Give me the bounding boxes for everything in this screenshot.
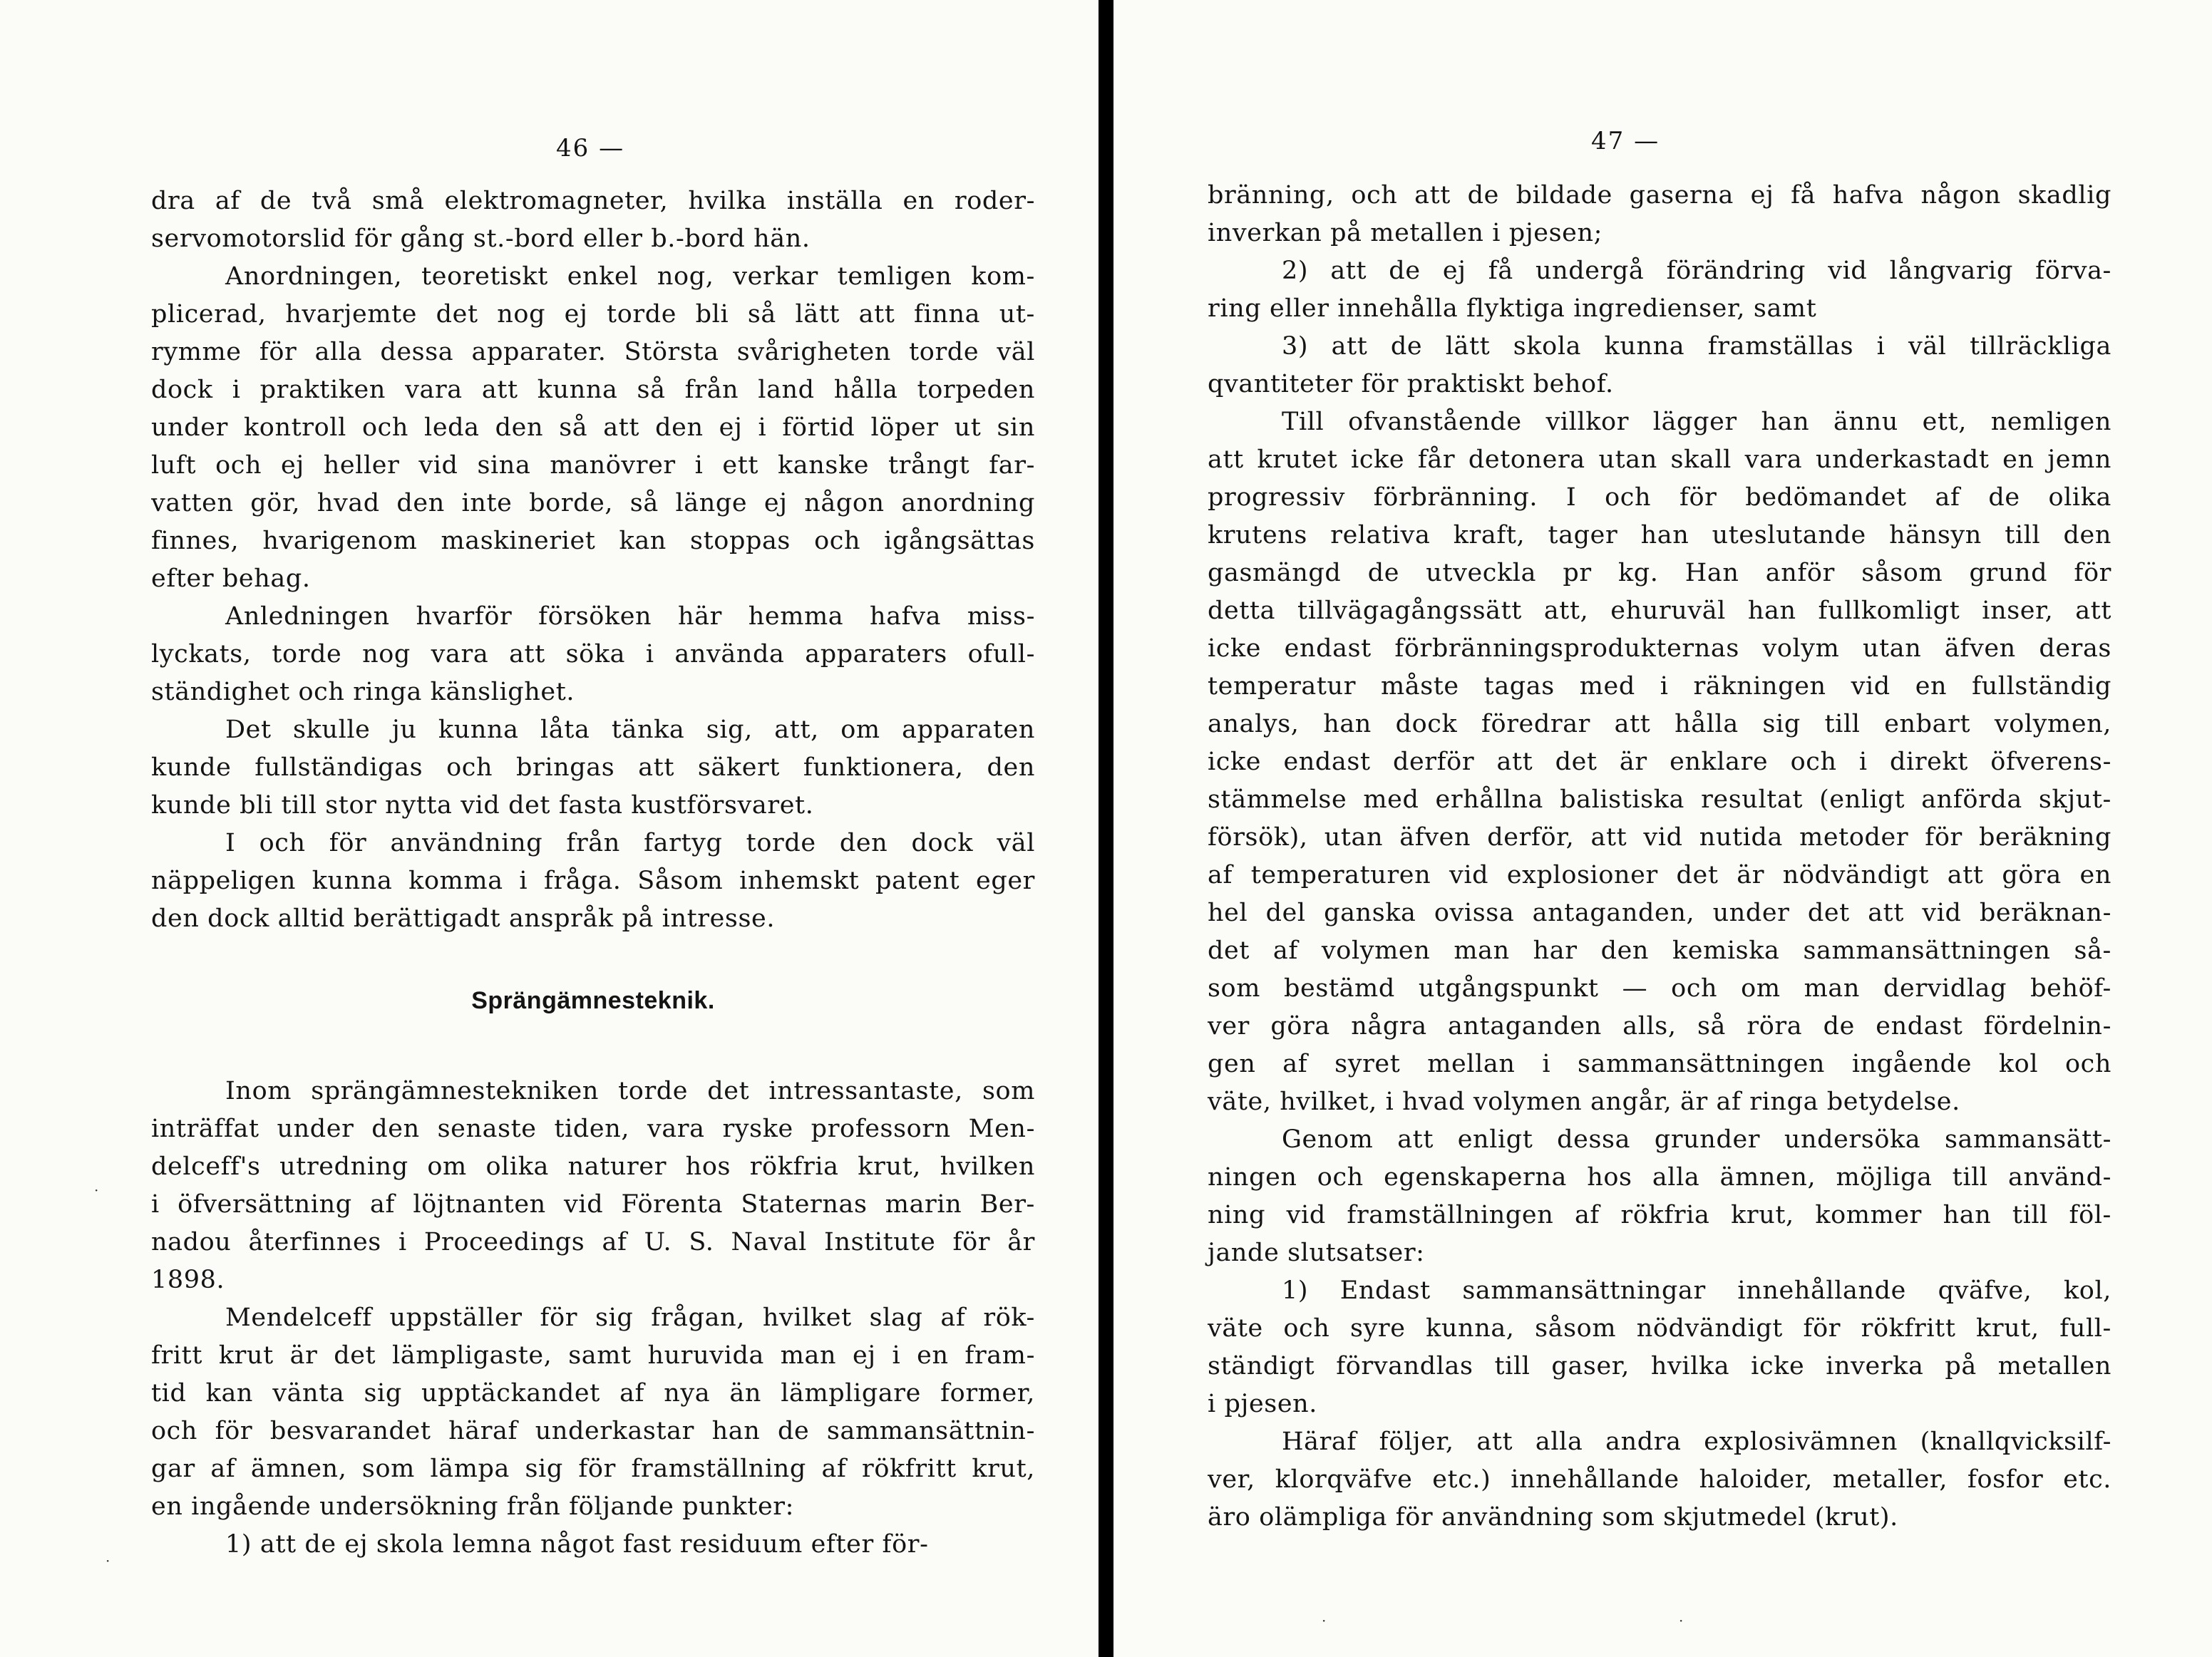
text-column xyxy=(151,182,1035,1564)
text-line: finnes, hvarigenom maskineriet kan stoppas och igångsättas xyxy=(151,527,1035,555)
text-line: under kontroll och leda den så att den ej i förtid löper ut sin xyxy=(151,413,1035,442)
text-line: dock i praktiken vara att kunna så från land hålla torpeden xyxy=(151,376,1035,404)
text-line: kunde fullständigas och bringas att säkert funktionera, den xyxy=(151,753,1035,782)
text-line: inverkan på metallen i pjesen; xyxy=(1208,219,1603,247)
text-line: I och för användning från fartyg torde den dock väl xyxy=(225,829,1035,857)
text-column xyxy=(1208,177,2111,1537)
text-line: plicerad, hvarjemte det nog ej torde bli så lätt att finna ut- xyxy=(151,300,1035,329)
left-page xyxy=(0,0,1099,1657)
text-line: dra af de två små elektromagneter, hvilka inställa en roder- xyxy=(151,187,1035,215)
text-line: delceff's utredning om olika naturer hos rökfria krut, hvilken xyxy=(151,1152,1035,1181)
text-line: 1) Endast sammansättningar innehållande qväfve, kol, xyxy=(1282,1276,2111,1305)
text-line: 2) att de ej få undergå förändring vid långvarig förva- xyxy=(1282,257,2111,285)
text-line: bränning, och att de bildade gaserna ej få hafva någon skadlig xyxy=(1208,181,2111,210)
text-line: lyckats, torde nog vara att söka i använda apparaters ofull- xyxy=(151,640,1035,669)
text-line: Inom sprängämnestekniken torde det intressantaste, som xyxy=(225,1077,1035,1105)
text-line: en ingående undersökning från följande punkter: xyxy=(151,1492,795,1521)
text-line: ständighet och ringa känslighet. xyxy=(151,678,575,706)
text-line: ver göra några antaganden alls, så röra de endast fördelnin- xyxy=(1208,1012,2111,1041)
text-line: den dock alltid berättigadt anspråk på intresse. xyxy=(151,904,776,933)
text-line: ständigt förvandlas till gaser, hvilka icke inverka på metallen xyxy=(1208,1352,2111,1380)
text-line: väte, hvilket, i hvad volymen angår, är af ringa betydelse. xyxy=(1208,1088,1960,1116)
text-line: som bestämd utgångspunkt — och om man dervidlag behöf- xyxy=(1208,974,2111,1003)
text-line: Mendelceff uppställer för sig frågan, hvilket slag af rök- xyxy=(225,1304,1035,1332)
right-page xyxy=(1113,0,2212,1657)
text-line: icke endast förbränningsprodukternas volym utan äfven deras xyxy=(1208,634,2111,663)
text-line: 1) att de ej skola lemna något fast residuum efter för- xyxy=(225,1530,929,1559)
text-line: väte och syre kunna, såsom nödvändigt för rökfritt krut, full- xyxy=(1208,1314,2111,1343)
text-line: gen af syret mellan i sammansättningen ingående kol och xyxy=(1208,1050,2111,1078)
text-line: hel del ganska ovissa antaganden, under det att vid beräknan- xyxy=(1208,899,2111,927)
page-number: 46 — xyxy=(556,134,625,162)
text-line: rymme för alla dessa apparater. Största svårigheten torde väl xyxy=(151,338,1035,366)
text-line: servomotorslid för gång st.-bord eller b.-bord hän. xyxy=(151,224,811,253)
text-line: 3) att de lätt skola kunna framställas i väl tillräckliga xyxy=(1282,332,2111,361)
text-line: det af volymen man har den kemiska sammansättningen så- xyxy=(1208,936,2111,965)
text-line: och för besvarandet häraf underkastar han de sammansättnin- xyxy=(151,1417,1035,1445)
page-number: 47 — xyxy=(1591,127,1660,155)
text-line: ring eller innehålla flyktiga ingredienser, samt xyxy=(1208,294,1817,323)
text-line: qvantiteter för praktiskt behof. xyxy=(1208,370,1614,398)
text-line: luft och ej heller vid sina manövrer i ett kanske trångt far- xyxy=(151,451,1035,480)
text-line: gar af ämnen, som lämpa sig för framställning af rökfritt krut, xyxy=(151,1455,1035,1483)
text-line: ver, klorqväfve etc.) innehållande haloider, metaller, fosfor etc. xyxy=(1208,1465,2111,1494)
text-line: 1898. xyxy=(151,1266,225,1294)
ink-speck: · xyxy=(1322,1612,1327,1629)
text-line: efter behag. xyxy=(151,564,311,593)
text-line: temperatur måste tagas med i räkningen vid en fullständig xyxy=(1208,672,2111,701)
text-line: Det skulle ju kunna låta tänka sig, att, om apparaten xyxy=(225,716,1035,744)
text-line: nadou återfinnes i Proceedings af U. S. Naval Institute för år xyxy=(151,1228,1035,1256)
text-line: Anordningen, teoretiskt enkel nog, verkar temligen kom- xyxy=(225,262,1035,291)
book-gutter xyxy=(1099,0,1113,1657)
text-line: kunde bli till stor nytta vid det fasta kustförsvaret. xyxy=(151,791,814,820)
text-line: äro olämpliga för användning som skjutmedel (krut). xyxy=(1208,1503,1898,1532)
ink-speck: · xyxy=(94,1182,99,1199)
text-line: gasmängd de utveckla pr kg. Han anför såsom grund för xyxy=(1208,559,2111,587)
text-line: tid kan vänta sig upptäckandet af nya än lämpligare former, xyxy=(151,1379,1035,1408)
text-line: Häraf följer, att alla andra explosivämnen (knallqvicksilf- xyxy=(1282,1428,2111,1456)
text-line: icke endast derför att det är enklare och i direkt öfverens- xyxy=(1208,748,2111,776)
text-line: näppeligen kunna komma i fråga. Såsom inhemskt patent eger xyxy=(151,867,1035,895)
text-line: jande slutsatser: xyxy=(1208,1239,1425,1267)
text-line: ningen och egenskaperna hos alla ämnen, möjliga till använd- xyxy=(1208,1163,2111,1192)
text-line: af temperaturen vid explosioner det är nödvändigt att göra en xyxy=(1208,861,2111,889)
text-line: vatten gör, hvad den inte borde, så länge ej någon anordning xyxy=(151,489,1035,517)
section-heading: Sprängämnesteknik. xyxy=(471,987,715,1014)
text-line: ning vid framställningen af rökfria krut, kommer han till föl- xyxy=(1208,1201,2111,1229)
text-line: stämmelse med erhållna balistiska resultat (enligt anförda skjut- xyxy=(1208,785,2111,814)
text-line: progressiv förbränning. I och för bedömandet af de olika xyxy=(1208,483,2111,512)
text-line: detta tillvägagångssätt att, ehuruväl han fullkomligt inser, att xyxy=(1208,597,2111,625)
text-line: fritt krut är det lämpligaste, samt huruvida man ej i en fram- xyxy=(151,1341,1035,1370)
text-line: Anledningen hvarför försöken här hemma hafva miss- xyxy=(225,602,1035,631)
text-line: analys, han dock föredrar att hålla sig till enbart volymen, xyxy=(1208,710,2111,738)
ink-speck: · xyxy=(1679,1612,1684,1629)
text-line: inträffat under den senaste tiden, vara ryske professorn Men- xyxy=(151,1115,1035,1143)
text-line: försök), utan äfven derför, att vid nutida metoder för beräkning xyxy=(1208,823,2111,852)
ink-speck: · xyxy=(106,1552,110,1569)
text-line: Genom att enligt dessa grunder undersöka sammansätt- xyxy=(1282,1125,2111,1154)
text-line: i öfversättning af löjtnanten vid Förenta Staternas marin Ber- xyxy=(151,1190,1035,1219)
text-line: i pjesen. xyxy=(1208,1390,1318,1418)
text-line: att krutet icke får detonera utan skall vara underkastadt en jemn xyxy=(1208,445,2111,474)
text-line: krutens relativa kraft, tager han uteslutande hänsyn till den xyxy=(1208,521,2111,549)
text-line: Till ofvanstående villkor lägger han ännu ett, nemligen xyxy=(1282,408,2111,436)
